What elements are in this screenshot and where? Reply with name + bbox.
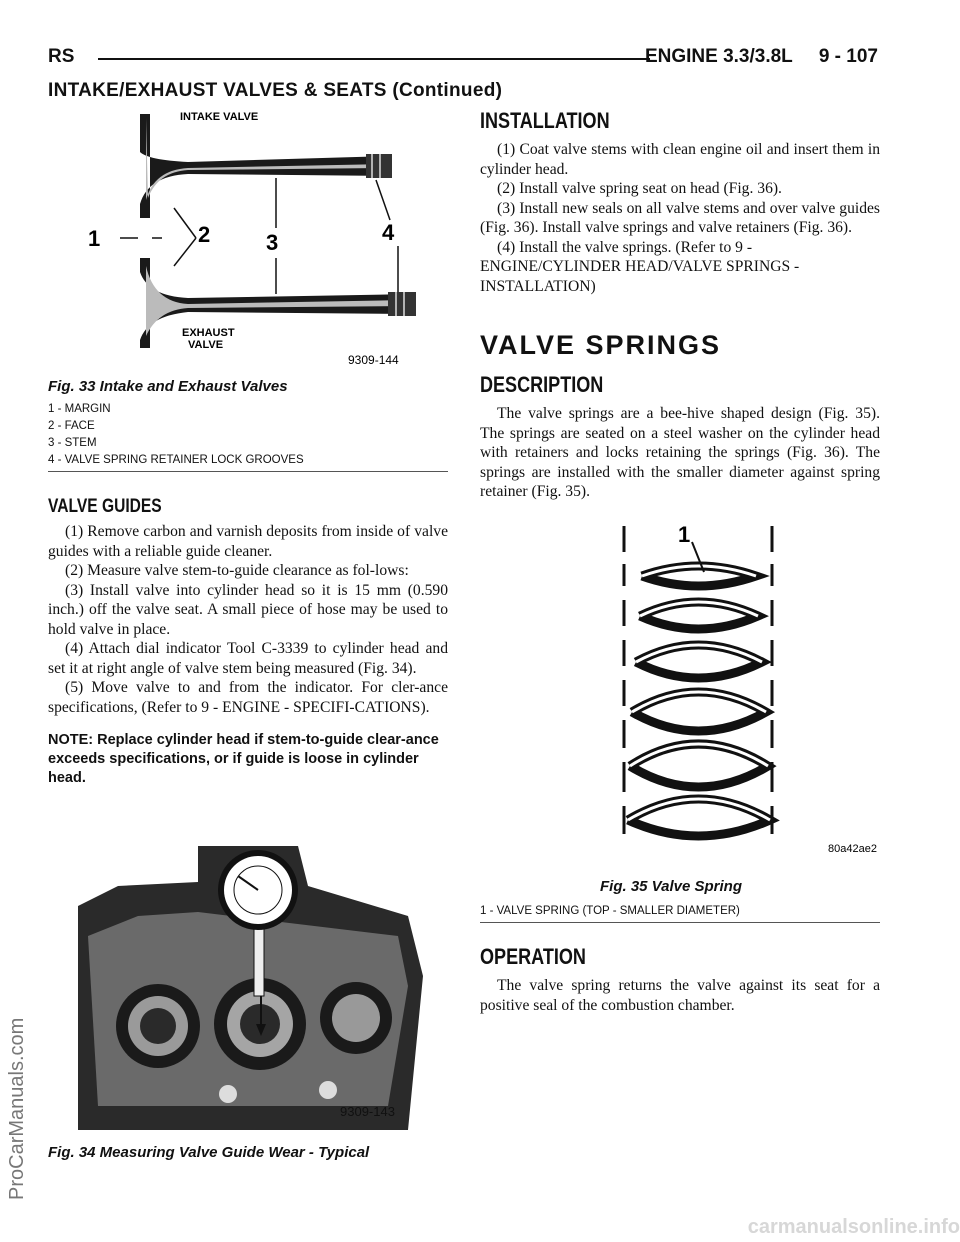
figure-33-caption: Fig. 33 Intake and Exhaust Valves (48, 378, 288, 395)
figure-33 (78, 108, 428, 376)
figure-code-34: 9309-143 (340, 1104, 395, 1119)
installation-heading: INSTALLATION (480, 108, 610, 133)
operation-heading: OPERATION (480, 944, 586, 969)
legend-item: 4 - VALVE SPRING RETAINER LOCK GROOVES (48, 454, 304, 466)
paragraph: (2) Measure valve stem-to-guide clearance as fol-lows: (65, 562, 409, 579)
header-section-code: RS (48, 46, 75, 67)
valve-spring-drawing (600, 516, 900, 864)
label-exhaust-valve: VALVE (188, 339, 224, 351)
legend-item: 2 - FACE (48, 420, 95, 432)
figure-35 (600, 516, 900, 864)
paragraph: (1) Coat valve stems with clean engine oil and insert them in cylinder head. (480, 141, 880, 178)
operation-text: The valve spring returns the valve against its seat for a positive seal of the combustion chamber. (480, 977, 880, 1014)
paragraph: (1) Remove carbon and varnish deposits from inside of valve guides with a reliable guide cleaner. (48, 523, 448, 560)
callout-2: 2 (198, 222, 211, 247)
valve-guides-heading: VALVE GUIDES (48, 496, 162, 517)
figure-33-rule (48, 471, 448, 472)
figure-code-33: 9309-144 (348, 353, 399, 367)
page-header (48, 44, 878, 74)
callout-3: 3 (266, 230, 279, 255)
label-exhaust: EXHAUST (182, 327, 235, 339)
header-rule (98, 58, 650, 60)
paragraph: (4) Install the valve springs. (Refer to 9 - ENGINE/CYLINDER HEAD/VALVE SPRINGS - INSTALLATION) (480, 238, 800, 295)
figure-35-legend (480, 903, 880, 920)
paragraph: (4) Attach dial indicator Tool C-3339 to cylinder head and set it at right angle of valve stem being measured (Fig. 34). (48, 640, 448, 677)
paragraph: (5) Move valve to and from the indicator. For cler-ance specifications, (Refer to 9 - ENGINE - SPECIFI-CATIONS). (48, 679, 448, 716)
description-text: The valve springs are a bee-hive shaped design (Fig. 35). The springs are seated on a steel washer on the cylinder head with retainers and locks retaining the springs (Fig. 36). The springs are installed with the smaller diameter against spring retainer (Fig. 35). (480, 405, 880, 500)
callout-1: 1 (678, 522, 691, 547)
footer-url: carmanualsonline.info (747, 1216, 960, 1238)
operation-section (480, 944, 880, 1015)
callout-1: 1 (88, 226, 101, 251)
label-intake-valve: INTAKE VALVE (180, 111, 259, 123)
watermark-text: ProCarManuals.com (6, 1017, 28, 1200)
figure-34 (78, 846, 428, 1130)
figure-34-caption-block (48, 1144, 448, 1161)
figure-35-caption-block (480, 878, 880, 923)
description-section (480, 372, 880, 502)
installation-section (480, 108, 880, 296)
continued-title: INTAKE/EXHAUST VALVES & SEATS (Continued) (48, 80, 503, 101)
figure-code-35: 80a42ae2 (828, 843, 877, 855)
figure-35-rule (480, 922, 880, 923)
paragraph: (3) Install new seals on all valve stems and over valve guides (Fig. 36). Install valve springs and valve retainers (Fig. 36). (480, 199, 880, 236)
figure-33-legend (48, 401, 448, 469)
legend-item: 1 - MARGIN (48, 403, 111, 415)
figure-33-caption-block (48, 378, 448, 472)
paragraph: (3) Install valve into cylinder head so it is 15 mm (0.590 inch.) off the valve seat. A small piece of hose may be used to hold valve in place. (48, 581, 448, 638)
description-heading: DESCRIPTION (480, 372, 604, 397)
paragraph: (2) Install valve spring seat on head (Fig. 36). (497, 180, 782, 197)
valve-springs-title-block (480, 330, 880, 361)
figure-35-caption: Fig. 35 Valve Spring (600, 878, 742, 895)
legend-item: 3 - STEM (48, 437, 97, 449)
valve-springs-title: VALVE SPRINGS (480, 330, 722, 360)
cylinder-head-drawing (78, 846, 428, 1130)
legend-item: 1 - VALVE SPRING (TOP - SMALLER DIAMETER) (480, 905, 740, 917)
valve-drawing (78, 108, 428, 376)
header-page-number: ENGINE 3.3/3.8L 9 - 107 (644, 46, 878, 67)
figure-34-caption: Fig. 34 Measuring Valve Guide Wear - Typical (48, 1144, 370, 1161)
valve-guides-note: NOTE: Replace cylinder head if stem-to-guide clear-ance exceeds specifications, or if guide is loose in cylinder head. (48, 732, 439, 786)
callout-4: 4 (382, 220, 395, 245)
valve-guides-section (48, 496, 448, 788)
